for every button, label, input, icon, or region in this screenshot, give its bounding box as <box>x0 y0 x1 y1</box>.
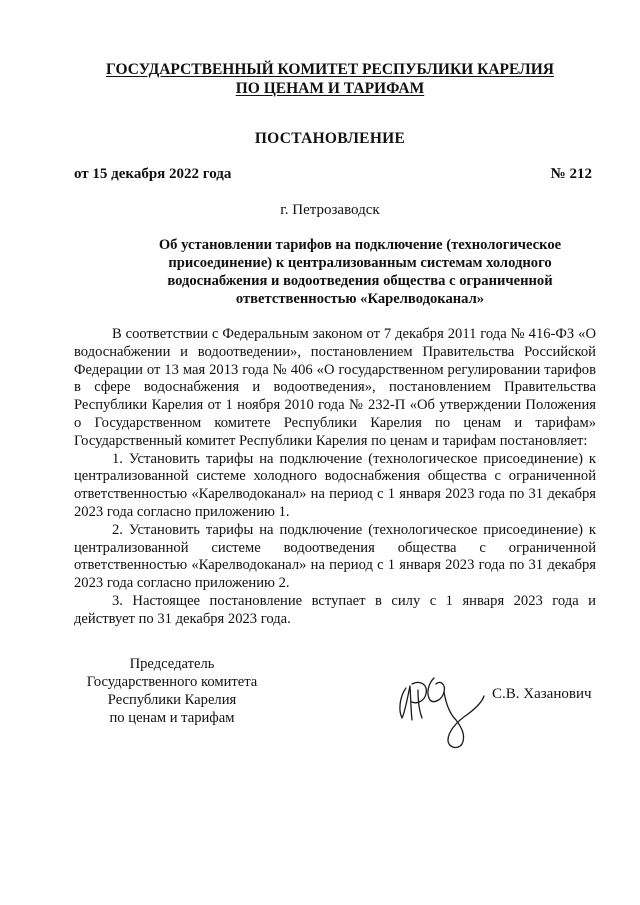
document-body <box>74 326 596 629</box>
signatory-title-line-2: Государственного комитета <box>86 674 258 690</box>
document-subject: Об установлении тарифов на подключение (технологическое присоединение) к централизованным системам холодного водоснабжения и водоотведения общества с ограниченной ответственностью «Карелводоканал» <box>158 237 562 307</box>
body-item-1: 1. Установить тарифы на подключение (технологическое присоединение) к централизованной системе холодного водоснабжения общества с ограниченной ответственностью «Карелводоканал» на период с 1 января 2023 года по 31 декабря 2023 года согласно приложению 1. <box>74 450 596 520</box>
document-city: г. Петрозаводск <box>280 202 380 218</box>
signatory-title-line-4: по ценам и тарифам <box>109 710 235 726</box>
body-item-3: 3. Настоящее постановление вступает в силу с 1 января 2023 года и действует по 31 декабря 2023 года. <box>74 592 596 627</box>
signatory-title <box>74 655 270 727</box>
document-number: № 212 <box>550 166 592 182</box>
signatory-title-line-3: Республики Карелия <box>107 692 237 708</box>
document-date: от 15 декабря 2022 года <box>74 166 232 182</box>
document-type: ПОСТАНОВЛЕНИЕ <box>254 130 406 147</box>
issuer-line-2: ПО ЦЕНАМ И ТАРИФАМ <box>235 80 425 97</box>
signatory-title-line-1: Председатель <box>129 656 215 672</box>
signer-name: С.В. Хазанович <box>492 686 592 702</box>
issuer-line-1: ГОСУДАРСТВЕННЫЙ КОМИТЕТ РЕСПУБЛИКИ КАРЕЛИЯ <box>106 61 554 78</box>
handwritten-signature <box>392 660 492 752</box>
body-preamble: В соответствии с Федеральным законом от 7 декабря 2011 года № 416-ФЗ «О водоснабжении и водоотведении», постановлением Правительства Российской Федерации от 13 мая 2013 года № 406 «О государственном регулировании тарифов в сфере водоснабжения и водоотведения», постановлением Правительства Республики Карелия от 1 ноября 2010 года № 232-П «Об утверждении Положения о Государственном комитете Республики Карелия по ценам и тарифам» Государственный комитет Республики Карелия по ценам и тарифам постановляет: <box>74 326 596 449</box>
issuer-header <box>80 60 580 98</box>
body-item-2: 2. Установить тарифы на подключение (технологическое присоединение) к централизованной системе водоотведения общества с ограниченной ответственностью «Карелводоканал» на период с 1 января 2023 года по 31 декабря 2023 года согласно приложению 2. <box>74 521 596 592</box>
